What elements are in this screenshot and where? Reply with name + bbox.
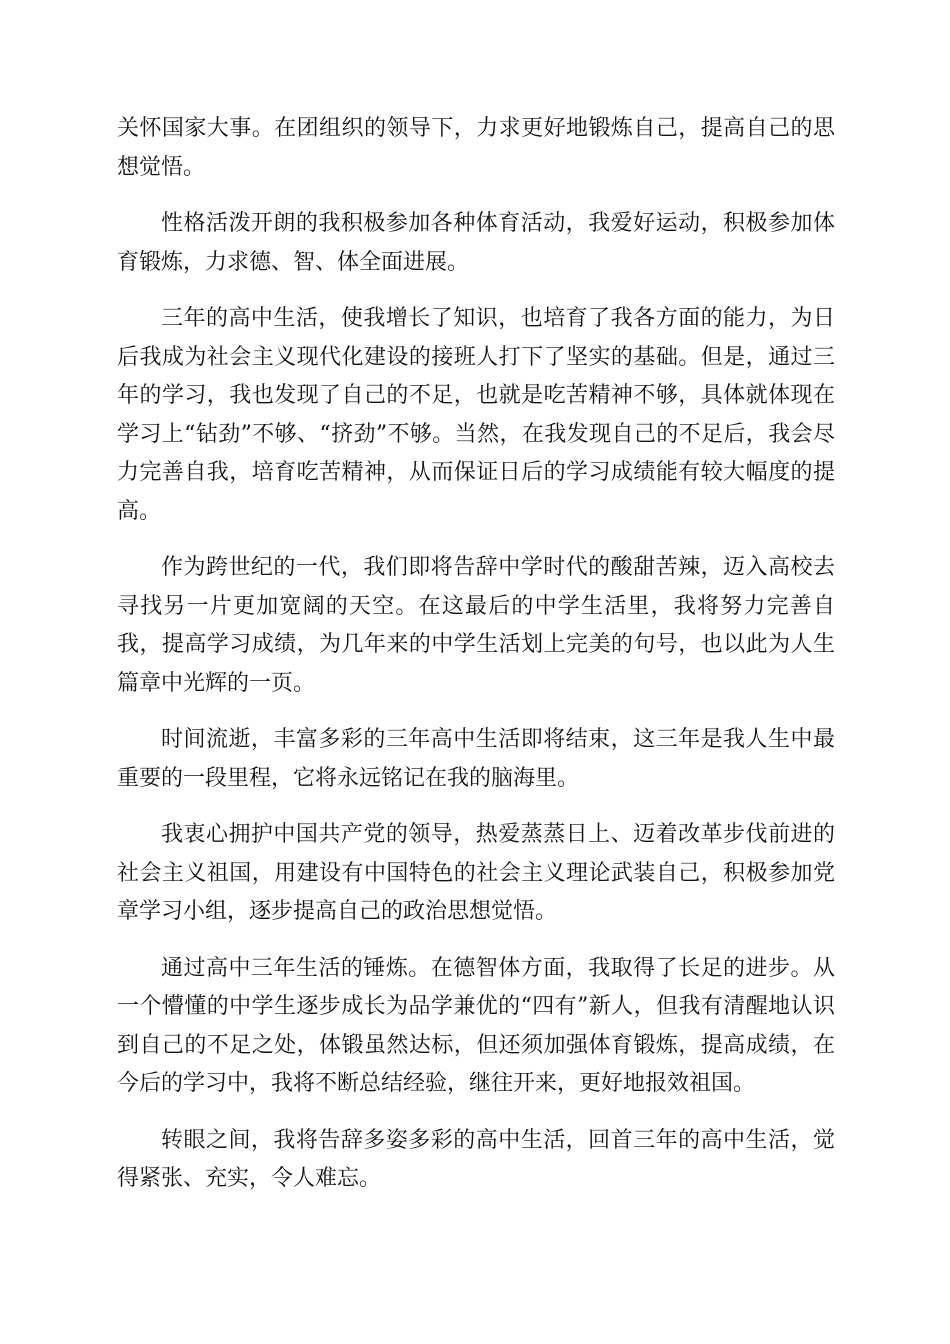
paragraph-8: 转眼之间，我将告辞多姿多彩的高中生活，回首三年的高中生活，觉得紧张、充实，令人难忘。	[117, 1127, 835, 1191]
paragraph-7: 通过高中三年生活的锤炼。在德智体方面，我取得了长足的进步。从一个懵懂的中学生逐步成长为品学兼优的“四有”新人，但我有清醒地认识到自己的不足之处，体锻虽然达标，但还须加强体育锻炼，提高成绩，在今后的学习中，我将不断总结经验，继往开来，更好地报效祖国。	[117, 955, 835, 1096]
paragraph-2: 性格活泼开朗的我积极参加各种体育活动，我爱好运动，积极参加体育锻炼，力求德、智、体全面进展。	[117, 211, 835, 275]
paragraph-5: 时间流逝，丰富多彩的三年高中生活即将结束，这三年是我人生中最重要的一段里程，它将永远铭记在我的脑海里。	[117, 727, 835, 791]
paragraph-1: 关怀国家大事。在团组织的领导下，力求更好地锻炼自己，提高自己的思想觉悟。	[117, 116, 835, 180]
paragraph-4: 作为跨世纪的一代，我们即将告辞中学时代的酸甜苦辣，迈入高校去寻找另一片更加宽阔的天空。在这最后的中学生活里，我将努力完善自我，提高学习成绩，为几年来的中学生活划上完美的句号，也以此为人生篇章中光辉的一页。	[117, 555, 835, 696]
document-body	[117, 110, 835, 1217]
paragraph-6: 我衷心拥护中国共产党的领导，热爱蒸蒸日上、迈着改革步伐前进的社会主义祖国，用建设有中国特色的社会主义理论武装自己，积极参加党章学习小组，逐步提高自己的政治思想觉悟。	[117, 822, 835, 924]
paragraph-3: 三年的高中生活，使我增长了知识，也培育了我各方面的能力，为日后我成为社会主义现代化建设的接班人打下了坚实的基础。但是，通过三年的学习，我也发现了自己的不足，也就是吃苦精神不够，具体就体现在学习上“钻劲”不够、“挤劲”不够。当然，在我发现自己的不足后，我会尽力完善自我，培育吃苦精神，从而保证日后的学习成绩能有较大幅度的提高。	[117, 306, 835, 524]
